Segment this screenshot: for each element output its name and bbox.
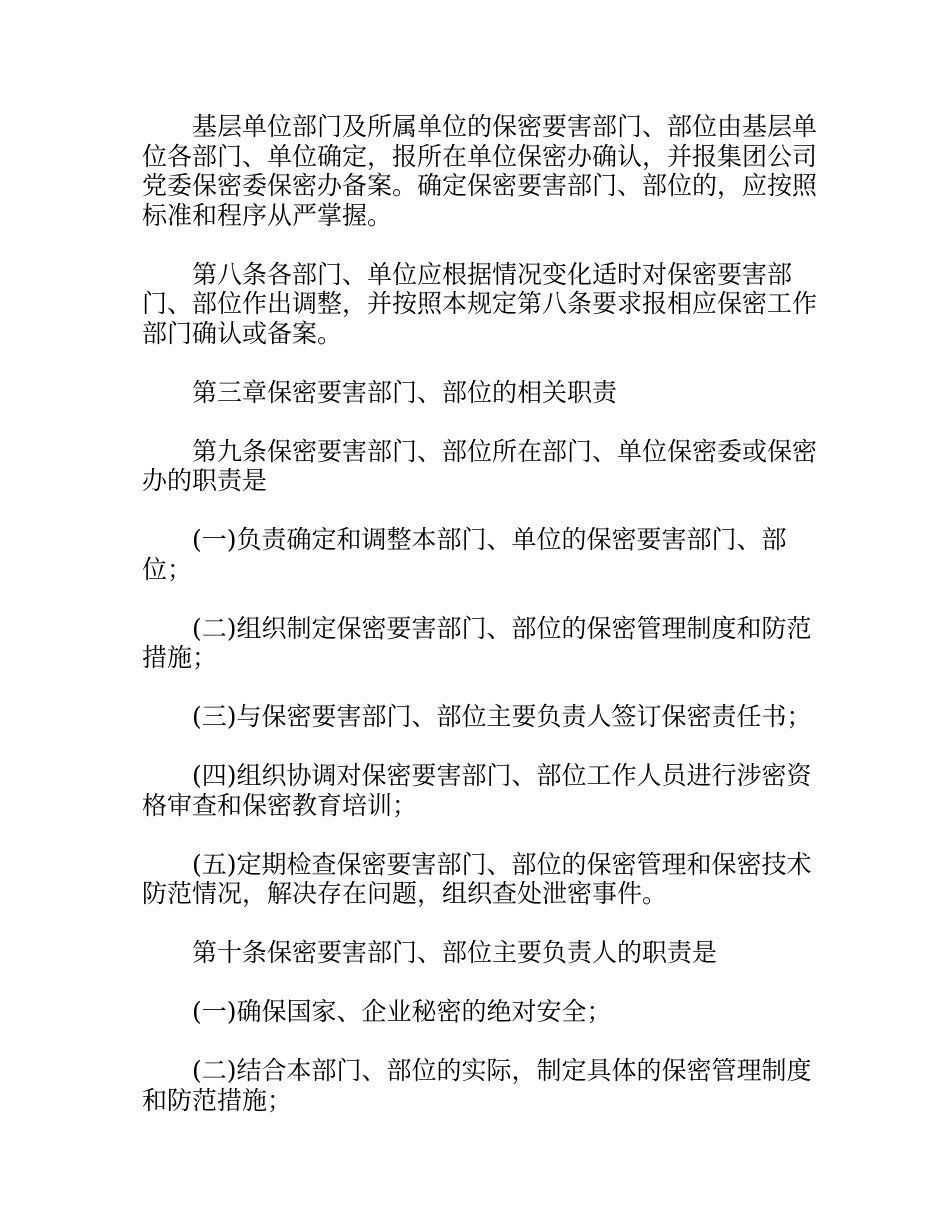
list-item: (三)与保密要害部门、部位主要负责人签订保密责任书； (192, 702, 812, 731)
paragraph: 第九条保密要害部门、部位所在部门、单位保密委或保密办的职责是 (142, 436, 818, 495)
paragraph: 第十条保密要害部门、部位主要负责人的职责是 (192, 938, 718, 967)
paragraph: 基层单位部门及所属单位的保密要害部门、部位由基层单位各部门、单位确定，报所在单位保密办确认，并报集团公司党委保密委保密办备案。确定保密要害部门、部位的，应按照标准和程序从严掌握。 (142, 112, 818, 230)
chapter-heading: 第三章保密要害部门、部位的相关职责 (192, 377, 618, 407)
list-item: (二)组织制定保密要害部门、部位的保密管理制度和防范措施； (142, 613, 812, 672)
list-item: (一)确保国家、企业秘密的绝对安全； (192, 997, 612, 1026)
list-item: (一)负责确定和调整本部门、单位的保密要害部门、部位； (142, 525, 787, 584)
list-item: (四)组织协调对保密要害部门、部位工作人员进行涉密资格审查和保密教育培训； (142, 761, 812, 820)
paragraph: 第八条各部门、单位应根据情况变化适时对保密要害部门、部位作出调整，并按照本规定第八条要求报相应保密工作部门确认或备案。 (142, 259, 818, 348)
document-body (142, 112, 832, 1145)
list-item: (二)结合本部门、部位的实际，制定具体的保密管理制度和防范措施； (142, 1056, 812, 1115)
list-item: (五)定期检查保密要害部门、部位的保密管理和保密技术防范情况，解决存在问题，组织查处泄密事件。 (142, 849, 812, 908)
